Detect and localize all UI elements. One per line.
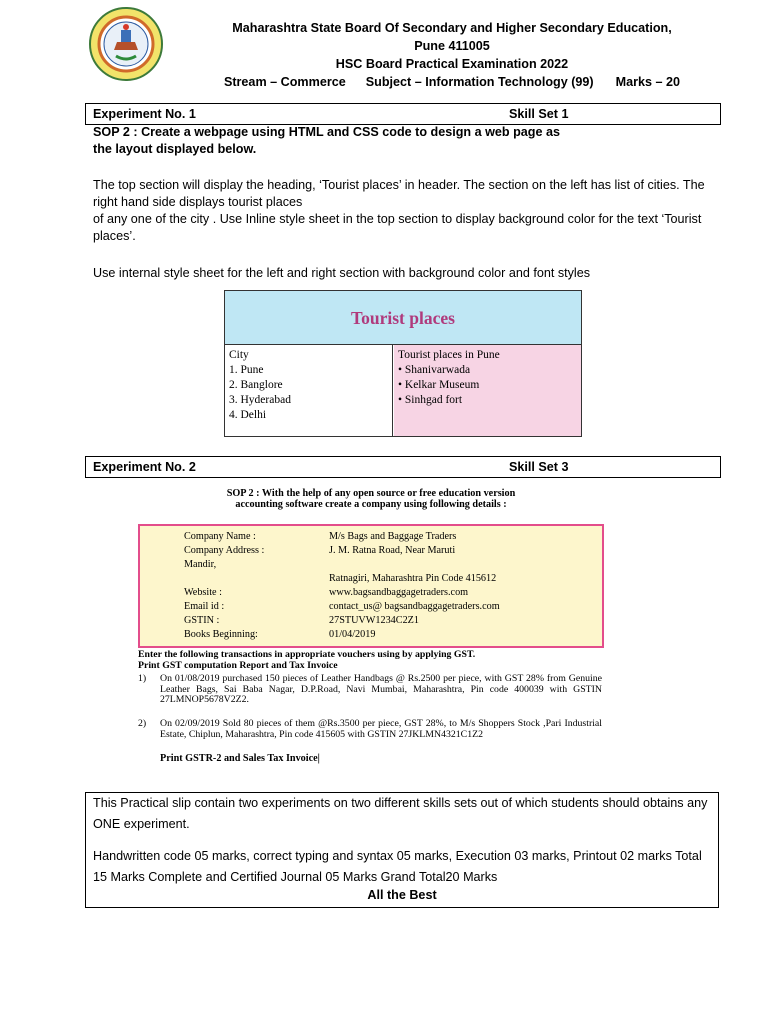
field-label: GSTIN : bbox=[184, 615, 220, 626]
exam-title: HSC Board Practical Examination 2022 bbox=[335, 57, 569, 71]
tourist-layout-figure bbox=[224, 290, 582, 437]
field-label: Books Beginning: bbox=[184, 629, 258, 640]
sop-line: SOP 2 : With the help of any open source or free education version bbox=[226, 488, 516, 499]
field-value: Ratnagiri, Maharashtra Pin Code 415612 bbox=[329, 573, 497, 584]
board-logo-seal bbox=[88, 6, 164, 82]
experiment-2-bar bbox=[85, 456, 721, 478]
experiment-1-description bbox=[93, 177, 718, 245]
selection-note: This Practical slip contain two experiments on two different skills sets out of which students should obtains any ONE experiment. bbox=[93, 796, 708, 831]
figure-header-section bbox=[225, 291, 581, 345]
description-text: The top section will display the heading, ‘Tourist places’ in header. The section on the left has list of cities. The right hand side displays tourist places bbox=[93, 178, 705, 209]
field-value: Mandir, bbox=[184, 559, 217, 570]
transaction-number: 1) bbox=[138, 673, 147, 684]
city-heading: City bbox=[229, 349, 249, 361]
field-label: Email id : bbox=[184, 601, 225, 612]
closing-wish: All the Best bbox=[367, 888, 437, 902]
field-value: M/s Bags and Baggage Traders bbox=[329, 531, 457, 542]
sop-line: accounting software create a company using following details : bbox=[235, 499, 507, 510]
list-item: 2. Banglore bbox=[229, 379, 283, 391]
description-text: of any one of the city . Use Inline style sheet in the top section to display background color for the text ‘Tourist places’. bbox=[93, 212, 702, 243]
experiment-1-label: Experiment No. 1 bbox=[93, 107, 196, 121]
company-address-cont-row bbox=[140, 558, 602, 572]
experiment-1-stylesheet-note: Use internal style sheet for the left and right section with background color and font styles bbox=[93, 266, 591, 280]
field-value: 27STUVW1234C2Z1 bbox=[329, 615, 419, 626]
field-label: Company Address : bbox=[184, 545, 265, 556]
field-label: Company Name : bbox=[184, 531, 256, 542]
company-name-row bbox=[140, 530, 602, 544]
list-item: 1. Pune bbox=[229, 364, 264, 376]
company-website-row bbox=[140, 586, 602, 600]
marking-scheme-box bbox=[85, 792, 719, 908]
experiment-2-skill: Skill Set 3 bbox=[509, 460, 569, 474]
transaction-text: On 01/08/2019 purchased 150 pieces of Leather Handbags @ Rs.2500 per piece, with GST 28% from Genuine Leather Bags, Sai Baba Nagar, D.P.Road, Navi Mumbai, Maharashtra, Pin code 400039 with GSTIN 27LMNOP5678V2Z2. bbox=[160, 673, 602, 705]
experiment-2-instructions bbox=[138, 650, 604, 671]
sop-line: the layout displayed below. bbox=[93, 142, 257, 156]
experiment-1-skill: Skill Set 1 bbox=[509, 107, 569, 121]
transaction-number: 2) bbox=[138, 718, 147, 729]
places-heading: Tourist places in Pune bbox=[398, 349, 500, 361]
marks-breakdown: Handwritten code 05 marks, correct typing and syntax 05 marks, Execution 03 marks, Printout 02 marks Total 15 Marks Complete and Certified Journal 05 Marks Grand Total20 Marks bbox=[93, 849, 702, 884]
list-item: 4. Delhi bbox=[229, 409, 267, 421]
field-value: contact_us@ bagsandbaggagetraders.com bbox=[329, 601, 500, 612]
transaction-text: On 02/09/2019 Sold 80 pieces of them @Rs.3500 per piece, GST 28%, to M/s Shoppers Stock ,Pari Industrial Estate, Chiplun, Maharashtra, Pin code 415605 with GSTIN 27JKLMN4321C1Z2 bbox=[160, 718, 602, 740]
company-address-line2-row bbox=[140, 572, 602, 586]
print-instruction: Print GSTR-2 and Sales Tax Invoice| bbox=[160, 753, 320, 764]
field-value: 01/04/2019 bbox=[329, 629, 376, 640]
figure-city-section bbox=[225, 345, 393, 436]
list-item: • Shanivarwada bbox=[398, 364, 471, 376]
experiment-1-bar bbox=[85, 103, 721, 125]
board-name: Maharashtra State Board Of Secondary and Higher Secondary Education, bbox=[232, 21, 672, 35]
experiment-1-sop bbox=[93, 124, 613, 158]
company-email-row bbox=[140, 600, 602, 614]
company-gstin-row bbox=[140, 614, 602, 628]
field-label: Website : bbox=[184, 587, 222, 598]
company-books-row bbox=[140, 628, 602, 642]
instruction-line: Print GST computation Report and Tax Invoice bbox=[138, 659, 338, 671]
company-details-box bbox=[138, 524, 604, 648]
field-value: www.bagsandbaggagetraders.com bbox=[329, 587, 469, 598]
exam-details-row bbox=[196, 73, 708, 91]
list-item: 3. Hyderabad bbox=[229, 394, 291, 406]
list-item: • Kelkar Museum bbox=[398, 379, 480, 391]
figure-places-section bbox=[394, 345, 581, 436]
document-header bbox=[196, 19, 708, 91]
figure-title: Tourist places bbox=[351, 308, 455, 328]
field-value: J. M. Ratna Road, Near Maruti bbox=[329, 545, 456, 556]
instruction-line: Enter the following transactions in appropriate vouchers using by applying GST. bbox=[138, 649, 476, 660]
company-address-row bbox=[140, 544, 602, 558]
experiment-2-label: Experiment No. 2 bbox=[93, 460, 196, 474]
board-city: Pune 411005 bbox=[414, 39, 490, 53]
marks-label: Marks – 20 bbox=[615, 75, 681, 89]
sop-line: SOP 2 : Create a webpage using HTML and CSS code to design a web page as bbox=[93, 125, 561, 139]
stream-label: Stream – Commerce bbox=[223, 75, 346, 89]
experiment-2-sop bbox=[138, 488, 604, 510]
subject-label: Subject – Information Technology (99) bbox=[365, 75, 594, 89]
list-item: • Sinhgad fort bbox=[398, 394, 463, 406]
